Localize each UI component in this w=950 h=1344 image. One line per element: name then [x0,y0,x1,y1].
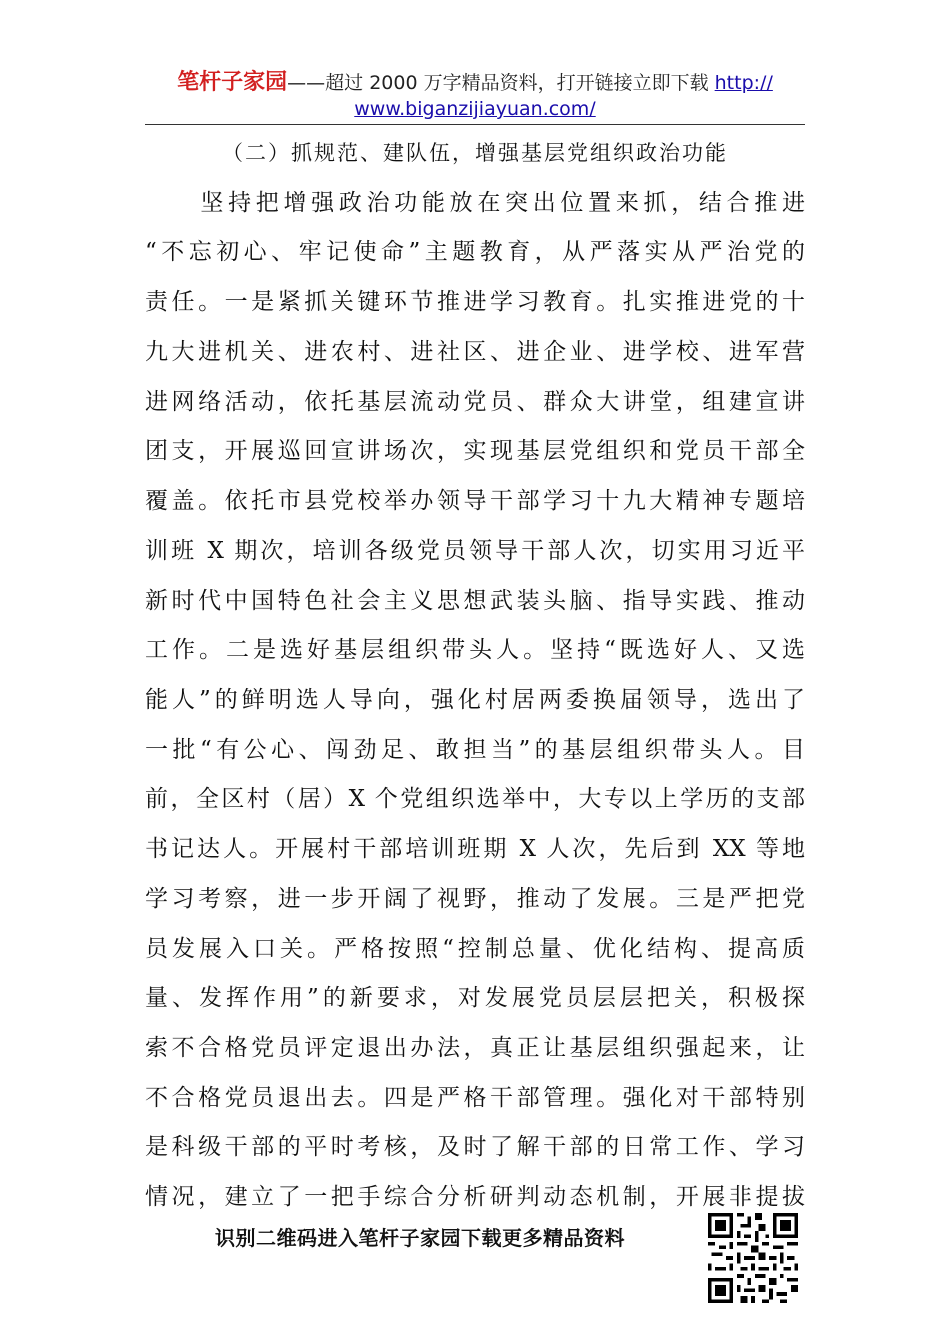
qr-code-icon[interactable] [708,1213,798,1303]
body-line: 量、发挥作用”的新要求，对发展党员层层把关，积极探 [145,985,805,1011]
body-line: 九大进机关、进农村、进社区、进企业、进学校、进军营 [145,339,805,365]
body-line: 书记达人。开展村干部培训班期 X 人次，先后到 XX 等地 [145,836,805,862]
body-line: 员发展入口关。严格按照“控制总量、优化结构、提高质 [145,936,805,962]
body-line: 一批“有公心、闯劲足、敢担当”的基层组织带头人。目 [145,737,805,763]
footer-promo-text: 识别二维码进入笔杆子家园下载更多精品资料 [215,1226,625,1250]
body-line: 情况，建立了一把手综合分析研判动态机制，开展非提拔 [145,1184,805,1210]
body-line: 工作。二是选好基层组织带头人。坚持“既选好人、又选 [145,637,805,663]
download-link[interactable]: http:// [714,72,773,94]
body-line: 坚持把增强政治功能放在突出位置来抓，结合推进 [145,190,805,216]
body-line: 是科级干部的平时考核，及时了解干部的日常工作、学习 [145,1134,805,1160]
body-line: 团支，开展巡回宣讲场次，实现基层党组织和党员干部全 [145,438,805,464]
brand-name: 笔杆子家园 [177,70,288,95]
header-divider [145,124,805,125]
page-header [145,70,805,122]
body-line: 前，全区村（居）X 个党组织选举中，大专以上学历的支部 [145,786,805,812]
body-line: 不合格党员退出去。四是严格干部管理。强化对干部特别 [145,1085,805,1111]
body-line: 责任。一是紧抓关键环节推进学习教育。扎实推进党的十 [145,289,805,315]
body-line: “不忘初心、牢记使命”主题教育，从严落实从严治党的 [145,239,805,265]
body-line: 覆盖。依托市县党校举办领导干部学习十九大精神专题培 [145,488,805,514]
body-line: 新时代中国特色社会主义思想武装头脑、指导实践、推动 [145,588,805,614]
body-line: 训班 X 期次，培训各级党员领导干部人次，切实用习近平 [145,538,805,564]
download-link-url[interactable]: www.biganzijiayuan.com/ [354,98,596,120]
section-heading: （二）抓规范、建队伍，增强基层党组织政治功能 [222,141,728,165]
body-line: 索不合格党员评定退出办法，真正让基层组织强起来，让 [145,1035,805,1061]
header-tagline: ——超过 2000 万字精品资料，打开链接立即下载 [287,72,715,94]
body-line: 能人”的鲜明选人导向，强化村居两委换届领导，选出了 [145,687,805,713]
body-line: 进网络活动，依托基层流动党员、群众大讲堂，组建宣讲 [145,389,805,415]
body-line: 学习考察，进一步开阔了视野，推动了发展。三是严把党 [145,886,805,912]
